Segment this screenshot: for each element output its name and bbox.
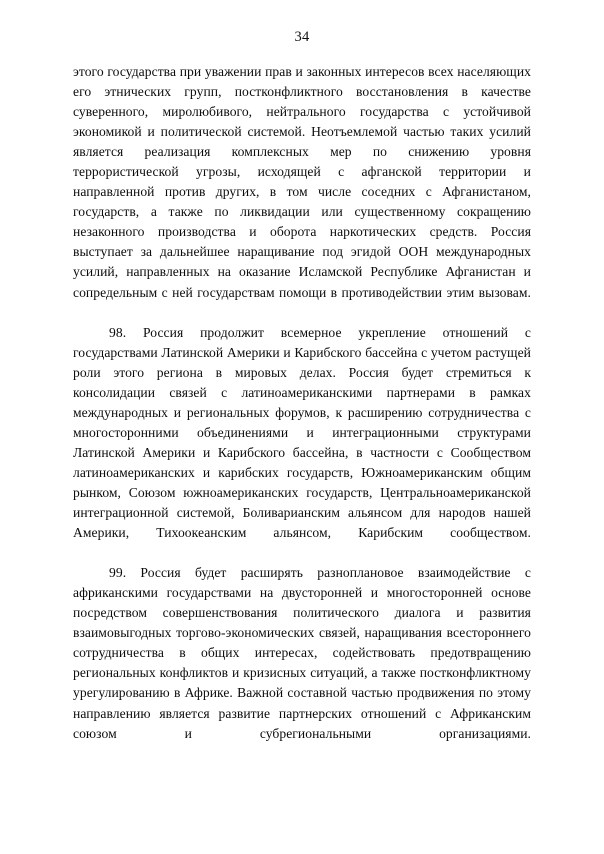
paragraph-98: 98. Россия продолжит всемерное укрепление отношений с государствами Латинской Америки и Карибского бассейна с учетом растущей роли этого региона в мировых делах. Россия будет стремиться к консолидации связей с латиноамериканскими партнерами в рамках международных и региональных форумов, к расширению сотрудничества с многосторонними объединениями и интеграционными структурами Латинской Америки и Карибского бассейна, в частности с Сообществом латиноамериканских и карибских государств, Южноамериканским общим рынком, Союзом южноамериканских государств, Центральноамериканской интеграционной системой, Боливарианским альянсом для народов нашей Америки, Тихоокеанским альянсом, Карибским сообществом. bbox=[73, 324, 531, 541]
page-text-body bbox=[73, 62, 531, 764]
paragraph-continuation: этого государства при уважении прав и законных интересов всех населяющих его этнических групп, постконфликтного восстановления в качестве суверенного, миролюбивого, нейтрального государства с устойчивой экономикой и политической системой. Неотъемлемой частью таких усилий является реализация комплексных мер по снижению уровня террористической угрозы, исходящей с афганской территории и направленной против других, в том числе соседних с Афганистаном, государств, а также по ликвидации или существенному сокращению незаконного производства и оборота наркотических средств. Россия выступает за дальнейшее наращивание под эгидой ООН международных усилий, направленных на оказание Исламской Республике Афганистан и сопредельным с ней государствам помощи в противодействии этим вызовам. bbox=[73, 64, 531, 300]
page-number: 34 bbox=[294, 29, 310, 45]
paragraph-99: 99. Россия будет расширять разноплановое взаимодействие с африканскими государствами на двусторонней и многосторонней основе посредством совершенствования политического диалога и развития взаимовыгодных торгово-экономических связей, наращивания всестороннего сотрудничества в общих интересах, содействовать предотвращению региональных конфликтов и кризисных ситуаций, а также постконфликтному урегулированию в Африке. Важной составной частью продвижения по этому направлению является развитие партнерских отношений с Африканским союзом и субрегиональными организациями. bbox=[73, 565, 531, 741]
